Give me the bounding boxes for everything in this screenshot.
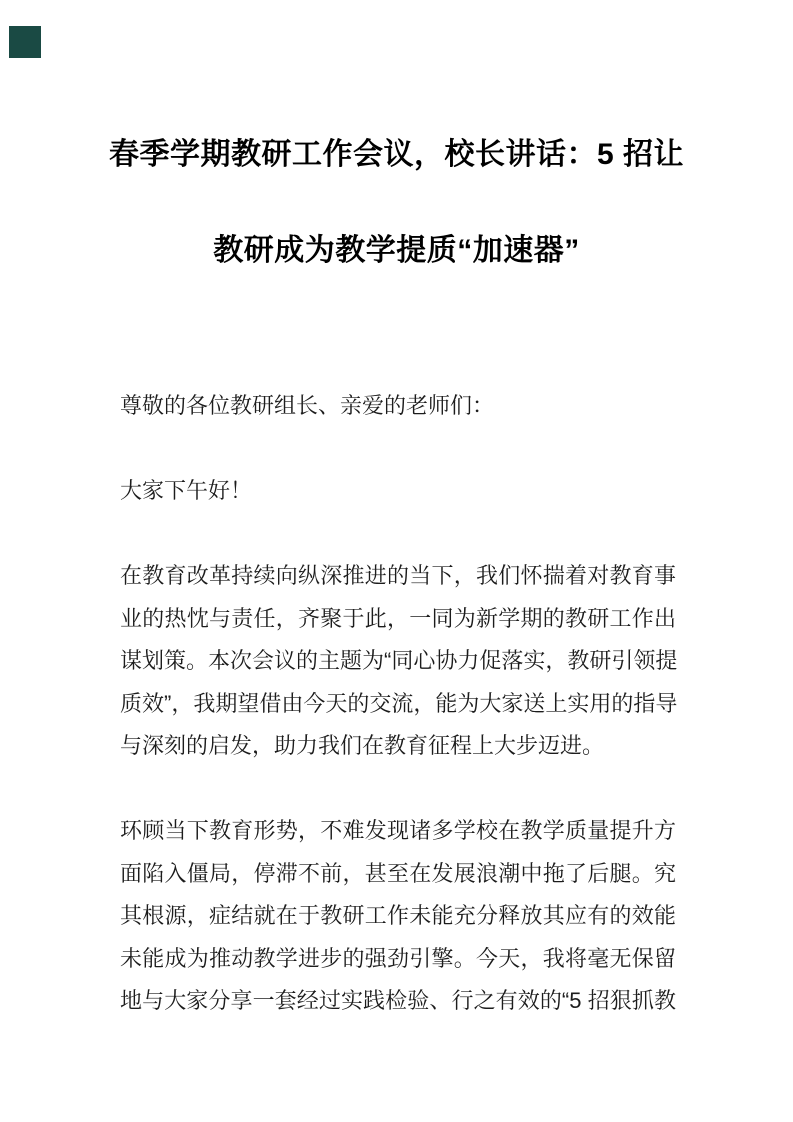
body-line: 在教育改革持续向纵深推进的当下，我们怀揣着对教育事 (120, 563, 676, 588)
salutation-paragraph (120, 385, 676, 428)
corner-marker (9, 26, 41, 58)
document-title-line-2: 教研成为教学提质“加速器” (213, 234, 580, 267)
body-paragraph-2 (120, 810, 676, 1023)
body-line: 质效”，我期望借由今天的交流，能为大家送上实用的指导 (120, 690, 678, 716)
body-line: 谋划策。本次会议的主题为“同心协力促落实，教研引领提 (120, 648, 678, 673)
document-title (40, 107, 753, 299)
document-title-line-1: 春季学期教研工作会议，校长讲话：5 招让 (108, 138, 685, 171)
body-line: 未能成为推动教学进步的强劲引擎。今天，我将毫无保留 (120, 945, 676, 971)
body-line: 与深刻的启发，助力我们在教育征程上大步迈进。 (120, 733, 605, 758)
body-paragraph-1 (120, 555, 676, 768)
salutation-text: 尊敬的各位教研组长、亲爱的老师们： (120, 393, 495, 418)
body-line: 面陷入僵局，停滞不前，甚至在发展浪潮中拖了后腿。究 (120, 860, 676, 886)
greeting-text: 大家下午好！ (120, 478, 253, 503)
greeting-paragraph (120, 470, 676, 513)
body-line: 环顾当下教育形势，不难发现诸多学校在教学质量提升方 (120, 818, 676, 843)
body-line: 其根源，症结就在于教研工作未能充分释放其应有的效能 (120, 903, 676, 928)
body-line: 地与大家分享一套经过实践检验、行之有效的“5 招狠抓教 (120, 988, 676, 1013)
body-line: 业的热忱与责任，齐聚于此，一同为新学期的教研工作出 (120, 605, 676, 631)
document-body (120, 385, 676, 1065)
